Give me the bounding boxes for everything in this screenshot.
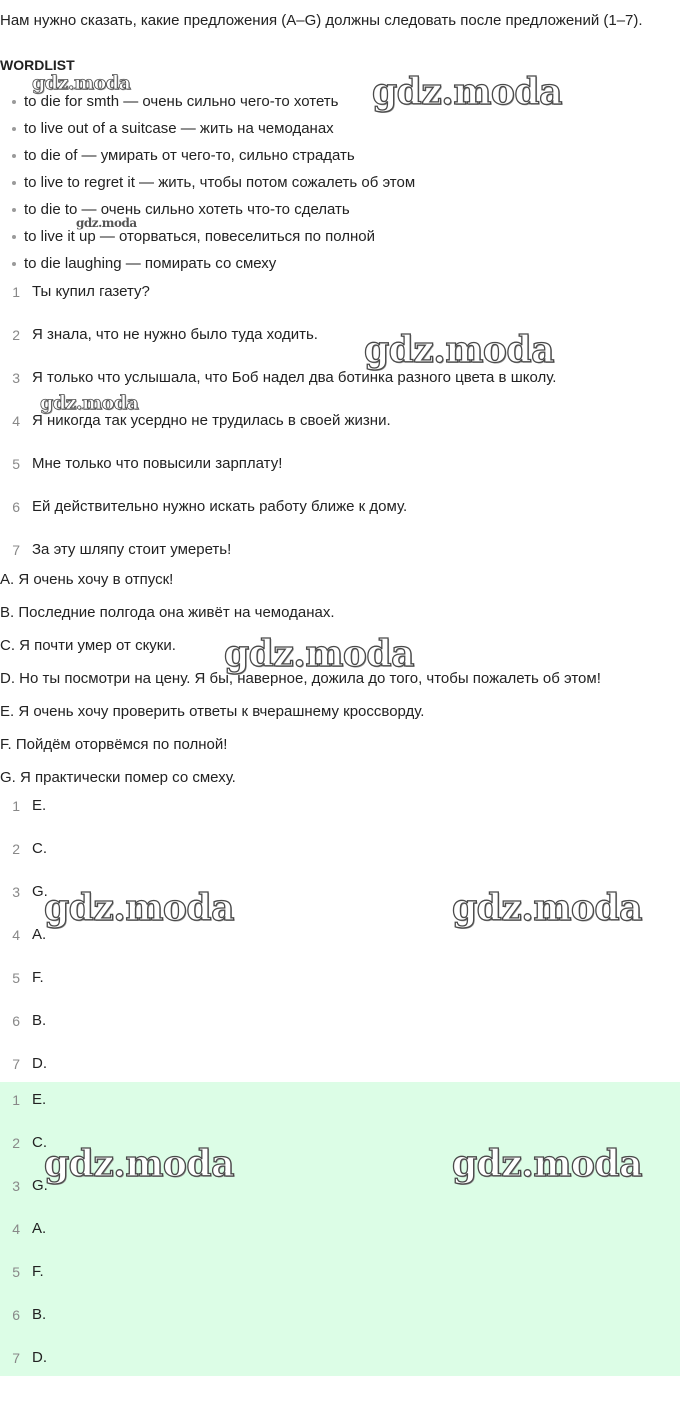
question-number: 7 (12, 542, 20, 558)
answer-text: B. (32, 1012, 47, 1029)
answer-number: 2 (12, 1135, 20, 1151)
wordlist-item (0, 196, 415, 223)
question-number: 5 (12, 456, 20, 472)
answer-number: 4 (12, 927, 20, 943)
watermark-small: gdz.moda (32, 72, 131, 94)
watermark: gdz.moda (44, 887, 234, 929)
answer-text: F. (32, 1263, 44, 1280)
wordlist (0, 88, 415, 277)
answer-number: 1 (12, 798, 20, 814)
wordlist-item-text: to live out of a suitcase — жить на чемоданах (24, 120, 334, 137)
answer-number: 6 (12, 1307, 20, 1323)
bullet-icon (12, 262, 16, 266)
answer-text: D. (32, 1349, 47, 1366)
bullet-icon (12, 154, 16, 158)
wordlist-heading: WORDLIST (0, 57, 75, 73)
answer-text: C. (32, 1134, 47, 1151)
answer-list (0, 796, 48, 1097)
answer-text: D. (32, 1055, 47, 1072)
option-list (0, 570, 601, 801)
highlighted-answer-list (0, 1090, 48, 1391)
question-text: Ты купил газету? (32, 283, 150, 300)
watermark-tiny: gdz.moda (76, 216, 137, 230)
wordlist-item (0, 115, 415, 142)
wordlist-item (0, 142, 415, 169)
wordlist-item (0, 223, 415, 250)
watermark: gdz.moda (364, 329, 554, 371)
answer-item (0, 839, 48, 882)
question-item (0, 282, 556, 325)
wordlist-item (0, 250, 415, 277)
question-list (0, 282, 556, 583)
answer-number: 1 (12, 1092, 20, 1108)
answer-item (0, 1219, 48, 1262)
option-item: B. Последние полгода она живёт на чемоданах. (0, 604, 335, 621)
option-item: E. Я очень хочу проверить ответы к вчерашнему кроссворду. (0, 703, 425, 720)
answer-text: B. (32, 1306, 47, 1323)
wordlist-item-text: to die to — очень сильно хотеть что-то сделать (24, 201, 350, 218)
option-item: A. Я очень хочу в отпуск! (0, 571, 174, 588)
option-item: G. Я практически помер со смеху. (0, 769, 236, 786)
task-instruction: Нам нужно сказать, какие предложения (A–G) должны следовать после предложений (1–7). (0, 12, 643, 29)
option-item: D. Но ты посмотри на цену. Я бы, наверное, дожила до того, чтобы пожалеть об этом! (0, 670, 601, 687)
answer-text: C. (32, 840, 47, 857)
question-number: 4 (12, 413, 20, 429)
question-number: 6 (12, 499, 20, 515)
question-number: 2 (12, 327, 20, 343)
answer-number: 3 (12, 1178, 20, 1194)
answer-text: E. (32, 797, 47, 814)
answer-item (0, 1305, 48, 1348)
answer-text: G. (32, 1177, 48, 1194)
question-item (0, 411, 556, 454)
question-text: Ей действительно нужно искать работу ближе к дому. (32, 498, 408, 515)
wordlist-item-text: to live it up — оторваться, повеселиться по полной (24, 228, 375, 245)
answer-item (0, 968, 48, 1011)
bullet-icon (12, 127, 16, 131)
answer-item (0, 1133, 48, 1176)
option-item: C. Я почти умер от скуки. (0, 637, 176, 654)
bullet-icon (12, 100, 16, 104)
question-number: 3 (12, 370, 20, 386)
question-text: За эту шляпу стоит умереть! (32, 541, 232, 558)
watermark: gdz.moda (452, 887, 642, 929)
wordlist-item-text: to die for smth — очень сильно чего-то хотеть (24, 93, 339, 110)
question-item (0, 497, 556, 540)
wordlist-item (0, 169, 415, 196)
answer-number: 6 (12, 1013, 20, 1029)
watermark-small: gdz.moda (40, 392, 139, 414)
answer-item (0, 796, 48, 839)
answer-item (0, 925, 48, 968)
watermark: gdz.moda (452, 1143, 642, 1185)
watermark: gdz.moda (224, 633, 414, 675)
bullet-icon (12, 235, 16, 239)
option-item: F. Пойдём оторвёмся по полной! (0, 736, 228, 753)
question-text: Я никогда так усердно не трудилась в своей жизни. (32, 412, 391, 429)
wordlist-item-text: to die of — умирать от чего-то, сильно страдать (24, 147, 355, 164)
answer-item (0, 882, 48, 925)
question-text: Я знала, что не нужно было туда ходить. (32, 326, 318, 343)
answer-item (0, 1348, 48, 1391)
answer-number: 5 (12, 970, 20, 986)
question-number: 1 (12, 284, 20, 300)
answer-item (0, 1176, 48, 1219)
answer-number: 4 (12, 1221, 20, 1237)
answer-number: 7 (12, 1056, 20, 1072)
bullet-icon (12, 181, 16, 185)
answer-item (0, 1262, 48, 1305)
answer-text: G. (32, 883, 48, 900)
answer-item (0, 1090, 48, 1133)
question-text: Мне только что повысили зарплату! (32, 455, 283, 472)
watermark: gdz.moda (372, 71, 562, 113)
answer-text: A. (32, 926, 47, 943)
answer-number: 5 (12, 1264, 20, 1280)
answer-item (0, 1011, 48, 1054)
answer-number: 7 (12, 1350, 20, 1366)
wordlist-item-text: to die laughing — помирать со смеху (24, 255, 277, 272)
question-item (0, 454, 556, 497)
wordlist-item-text: to live to regret it — жить, чтобы потом сожалеть об этом (24, 174, 416, 191)
question-text: Я только что услышала, что Боб надел два ботинка разного цвета в школу. (32, 369, 557, 386)
answer-text: F. (32, 969, 44, 986)
bullet-icon (12, 208, 16, 212)
answer-number: 3 (12, 884, 20, 900)
answer-text: A. (32, 1220, 47, 1237)
highlighted-answer-box (0, 1082, 680, 1376)
watermark: gdz.moda (44, 1143, 234, 1185)
answer-number: 2 (12, 841, 20, 857)
answer-text: E. (32, 1091, 47, 1108)
